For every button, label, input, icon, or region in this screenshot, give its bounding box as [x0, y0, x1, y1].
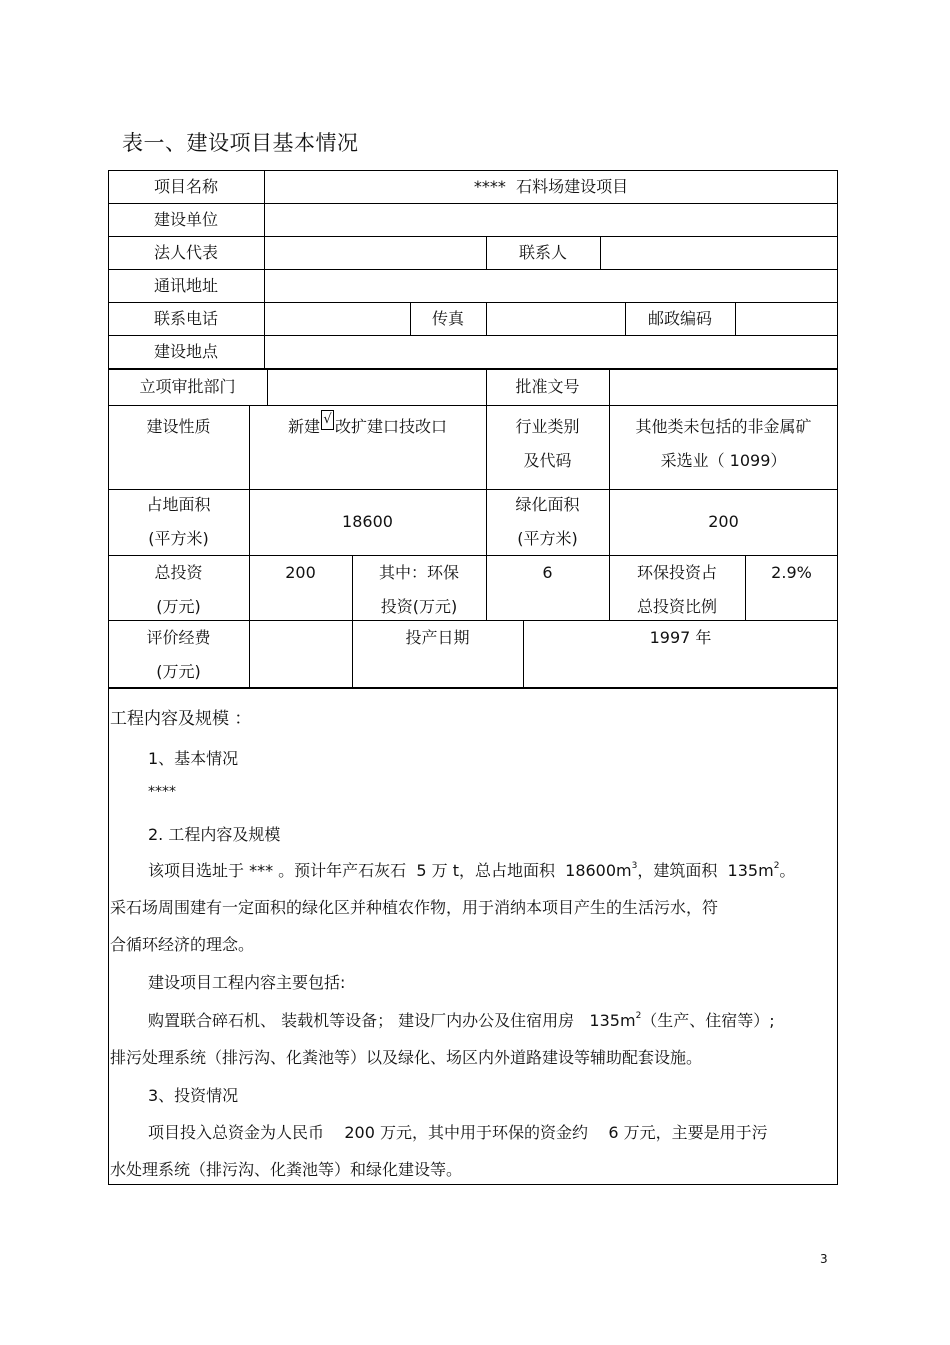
label-production-date: 投产日期 — [405, 628, 470, 647]
section-3-line2: 水处理系统（排污沟、化粪池等）和绿化建设等。 — [110, 1160, 463, 1179]
section-2-paragraph-1-line2: 采石场周围建有一定面积的绿化区并种植农作物，用于消纳本项目产生的生活污水，符 — [110, 898, 719, 917]
label-env-ratio-line1: 环保投资占 — [636, 563, 717, 582]
row-divider — [108, 687, 838, 689]
value-industry-line1: 其他类未包括的非金属矿 — [635, 417, 812, 436]
section-2-paragraph-3-line2: 排污处理系统（排污沟、化粪池等）以及绿化、场区内外道路建设等辅助配套设施。 — [110, 1048, 703, 1067]
superscript: 3 — [631, 861, 638, 871]
label-approval-dept: 立项审批部门 — [139, 376, 236, 396]
value-site — [264, 335, 838, 368]
label-industry — [486, 410, 609, 489]
page-number: 3 — [820, 1252, 828, 1266]
value-approval-doc — [609, 368, 838, 405]
value-address — [264, 269, 838, 302]
section-heading: 工程内容及规模 ： — [110, 709, 252, 729]
section-2-title: 2. 工程内容及规模 — [148, 825, 281, 844]
label-eval-fee — [108, 621, 249, 687]
value-green-area: 200 — [708, 512, 739, 531]
label-address: 通讯地址 — [153, 275, 218, 295]
section-1-text: **** — [148, 784, 176, 800]
value-fax — [486, 302, 625, 335]
value-production-date: 1997 年 — [649, 628, 712, 647]
value-eval-fee — [249, 621, 352, 687]
section-1-title: 1、基本情况 — [148, 749, 239, 768]
text-run: （生产、住宿等）; — [641, 1011, 775, 1030]
section-3-line1: 项目投入总资金为人民币 200 万元，其中用于环保的资金约 6 万元，主要是用于污 — [148, 1123, 768, 1142]
label-total-investment — [108, 556, 249, 620]
value-postal-code — [735, 302, 838, 335]
label-land-area-line2: (平方米) — [148, 529, 209, 548]
row-divider — [108, 405, 838, 406]
section-2-paragraph-2: 建设项目工程内容主要包括: — [148, 973, 346, 992]
label-total-investment-line2: (万元) — [156, 597, 201, 616]
label-env-ratio-line2: 总投资比例 — [636, 597, 717, 616]
label-eval-fee-line1: 评价经费 — [146, 628, 211, 647]
label-site: 建设地点 — [153, 341, 218, 361]
label-legal-rep: 法人代表 — [153, 242, 218, 262]
label-env-investment-line2: 投资(万元) — [380, 597, 458, 616]
label-postal-code: 邮政编码 — [647, 308, 712, 328]
label-env-investment-line1: 其中：环保 — [378, 563, 459, 582]
superscript: 2 — [635, 1011, 642, 1021]
label-land-area-line1: 占地面积 — [146, 495, 211, 514]
section-2-paragraph-1-line3: 合循环经济的理念。 — [110, 935, 255, 954]
text-run: ，建筑面积 135m — [637, 861, 774, 880]
label-construction-unit: 建设单位 — [153, 209, 218, 229]
option-new-build: 新建 — [287, 417, 320, 436]
value-approval-dept — [267, 368, 486, 405]
label-env-ratio — [609, 556, 745, 620]
value-project-name: **** 石料场建设项目 — [473, 176, 629, 196]
section-2-paragraph-1 — [148, 858, 795, 881]
value-industry-line2: 采选业（ 1099） — [660, 451, 787, 470]
section-2-paragraph-3 — [148, 1008, 775, 1031]
section-3-title: 3、投资情况 — [148, 1086, 239, 1105]
label-contact: 联系人 — [518, 242, 567, 262]
label-green-area-line2: (平方米) — [517, 529, 578, 548]
label-industry-line1: 行业类别 — [515, 417, 580, 436]
label-green-area — [486, 489, 609, 555]
option-others: 改扩建口技改口 — [335, 417, 448, 436]
page-title: 表一、建设项目基本情况 — [122, 131, 359, 155]
label-eval-fee-line2: (万元) — [156, 662, 201, 681]
superscript: 2 — [773, 861, 780, 871]
label-approval-doc: 批准文号 — [515, 376, 580, 396]
value-land-area: 18600 — [342, 512, 393, 531]
label-green-area-line1: 绿化面积 — [515, 495, 580, 514]
label-nature: 建设性质 — [146, 417, 211, 436]
value-industry — [609, 410, 838, 489]
text-run: 。 — [779, 861, 796, 880]
value-legal-rep — [264, 236, 486, 269]
label-project-name: 项目名称 — [153, 176, 218, 196]
checkbox-checked: √ — [321, 410, 334, 430]
label-total-investment-line1: 总投资 — [154, 563, 203, 582]
text-run: 该项目选址于 *** 。预计年产石灰石 5 万 t，总占地面积 18600m — [148, 861, 632, 880]
value-total-investment: 200 — [285, 563, 316, 582]
label-industry-line2: 及代码 — [523, 451, 572, 470]
value-contact — [600, 236, 838, 269]
label-land-area — [108, 489, 249, 555]
value-env-ratio: 2.9% — [771, 563, 812, 582]
label-env-investment — [352, 556, 486, 620]
nature-options — [249, 410, 486, 489]
label-fax: 传真 — [431, 308, 464, 328]
label-phone: 联系电话 — [153, 308, 218, 328]
value-phone — [264, 302, 410, 335]
text-run: 购置联合碎石机、 装载机等设备； 建设厂内办公及住宿用房 135m — [148, 1011, 636, 1030]
value-construction-unit — [264, 203, 838, 236]
value-env-investment: 6 — [542, 563, 553, 582]
